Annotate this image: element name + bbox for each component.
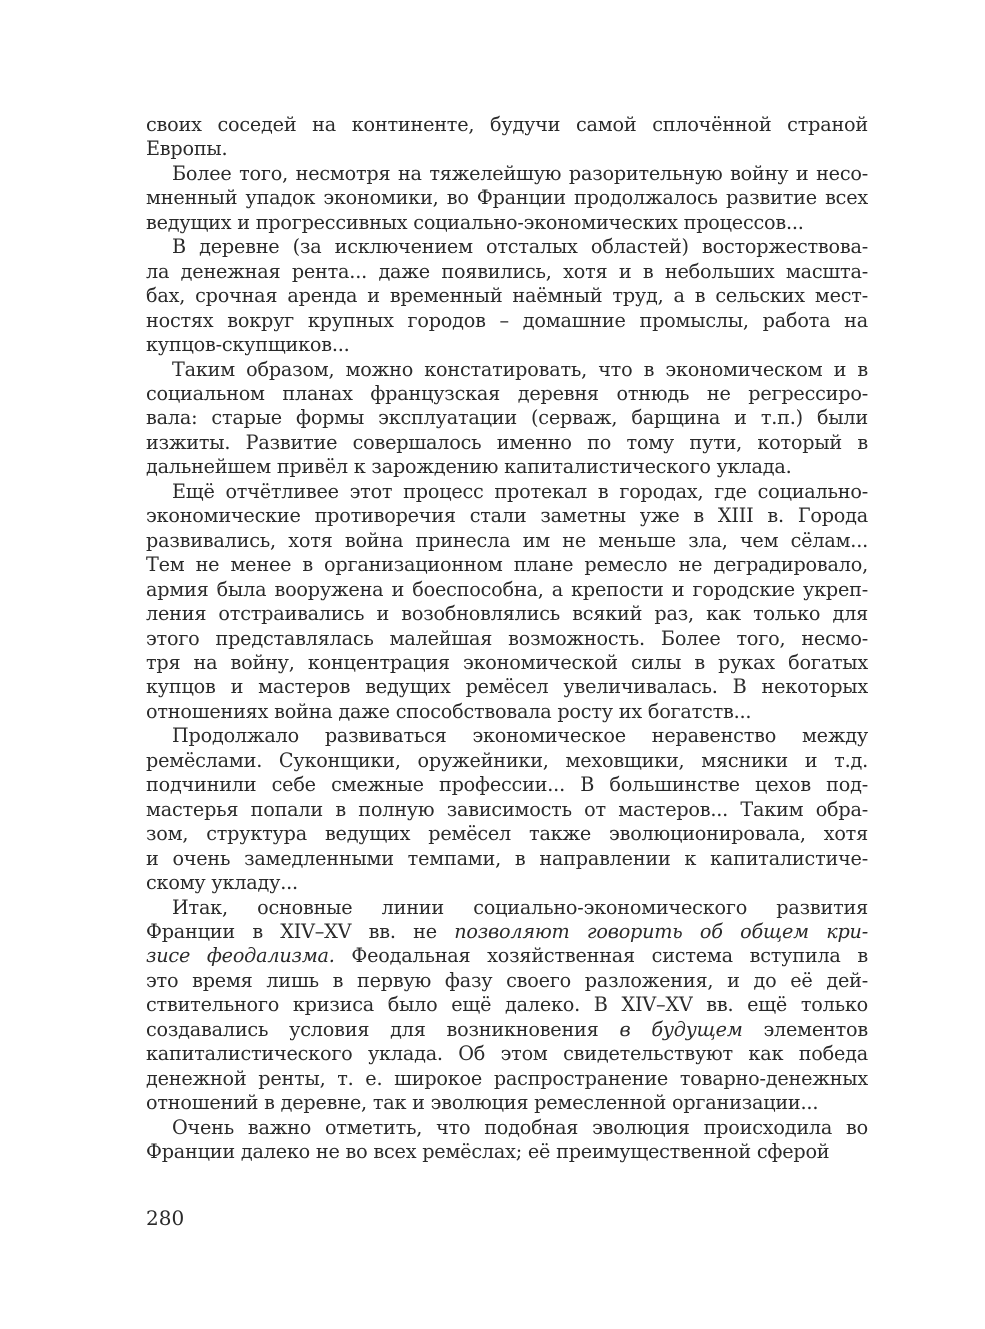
text-line: ствительного кризиса было ещё далеко. В XIV–XV вв. ещё только	[146, 993, 868, 1017]
text-line: Франции далеко не во всех ремёслах; её преимущественной сферой	[146, 1140, 830, 1164]
text-line: дальнейшем привёл к зарождению капиталистического уклада.	[146, 455, 792, 479]
text-line: подчинили себе смежные профессии... В большинстве цехов под-	[146, 773, 868, 797]
text-line: развивались, хотя война принесла им не меньше зла, чем сёлам...	[146, 528, 868, 552]
text-line: Таким образом, можно констатировать, что в экономическом и в	[172, 357, 868, 381]
text-line: ведущих и прогрессивных социально-экономических процессов...	[146, 210, 804, 234]
text-line: ностях вокруг крупных городов – домашние промыслы, работа на	[146, 308, 868, 332]
text-line: бах, срочная аренда и временный наёмный труд, а в сельских мест-	[146, 284, 868, 308]
paragraph	[146, 724, 868, 895]
paragraph	[146, 162, 868, 235]
text-line: ремёслами. Суконщики, оружейники, меховщики, мясники и т.д.	[146, 748, 868, 772]
text-line: зисе феодализма. Феодальная хозяйственная система вступила в	[146, 944, 868, 968]
paragraph	[146, 235, 868, 357]
text-line: этого представлялась малейшая возможность. Более того, несмо-	[146, 626, 868, 650]
text-line: Итак, основные линии социально-экономического развития	[172, 895, 868, 919]
text-line: купцов и мастеров ведущих ремёсел увеличивалась. В некоторых	[146, 675, 868, 699]
text-line: армия была вооружена и боеспособна, а крепости и городские укреп-	[146, 577, 868, 601]
paragraph	[146, 480, 868, 725]
text-line: Ещё отчётливее этот процесс протекал в городах, где социально-	[172, 479, 868, 503]
page-number: 280	[146, 1206, 185, 1230]
text-line: своих соседей на континенте, будучи самой сплочённой страной	[146, 113, 868, 136]
text-line: ления отстраивались и возобновлялись всякий раз, как только для	[146, 602, 868, 626]
text-line: отношениях война даже способствовала росту их богатств...	[146, 699, 752, 723]
text-line: Тем не менее в организационном плане ремесло не деградировало,	[146, 553, 868, 577]
text-line: изжиты. Развитие совершалось именно по тому пути, который в	[146, 430, 868, 454]
text-line: Очень важно отметить, что подобная эволюция происходила во	[172, 1115, 868, 1139]
text-line: отношений в деревне, так и эволюция ремесленной организации...	[146, 1091, 819, 1115]
text-line: купцов-скупщиков...	[146, 333, 350, 357]
paragraph	[146, 358, 868, 480]
text-line: ла денежная рента... даже появились, хотя и в небольших масшта-	[146, 259, 868, 283]
text-line: зом, структура ведущих ремёсел также эволюционировала, хотя	[146, 822, 868, 846]
paragraph	[146, 1116, 868, 1165]
text-line: это время лишь в первую фазу своего разложения, и до её дей-	[146, 968, 868, 992]
text-line: Более того, несмотря на тяжелейшую разорительную войну и несо-	[172, 161, 868, 185]
text-line: В деревне (за исключением отсталых областей) восторжествова-	[172, 235, 868, 259]
text-line: вала: старые формы эксплуатации (серваж, барщина и т.п.) были	[146, 406, 868, 430]
text-line: мастерья попали в полную зависимость от мастеров... Таким обра-	[146, 797, 868, 821]
text-line: создавались условия для возникновения в будущем элементов	[146, 1017, 868, 1041]
page-body	[146, 113, 868, 1164]
text-line: скому укладу...	[146, 871, 298, 895]
text-line: тря на войну, концентрация экономической силы в руках богатых	[146, 650, 868, 674]
text-line: Продолжало развиваться экономическое неравенство между	[172, 724, 868, 748]
text-line: Франции в XIV–XV вв. не позволяют говорить об общем кри-	[146, 919, 868, 943]
text-line: мненный упадок экономики, во Франции продолжалось развитие всех	[146, 186, 868, 210]
paragraph	[146, 896, 868, 1116]
text-line: Европы.	[146, 137, 228, 161]
text-line: экономические противоречия стали заметны уже в XIII в. Города	[146, 504, 868, 528]
paragraph	[146, 113, 868, 162]
text-line: капиталистического уклада. Об этом свидетельствуют как победа	[146, 1042, 868, 1066]
text-line: денежной ренты, т. е. широкое распространение товарно-денежных	[146, 1066, 868, 1090]
text-line: и очень замедленными темпами, в направлении к капиталистиче-	[146, 846, 868, 870]
text-line: социальном планах французская деревня отнюдь не регрессиро-	[146, 381, 868, 405]
